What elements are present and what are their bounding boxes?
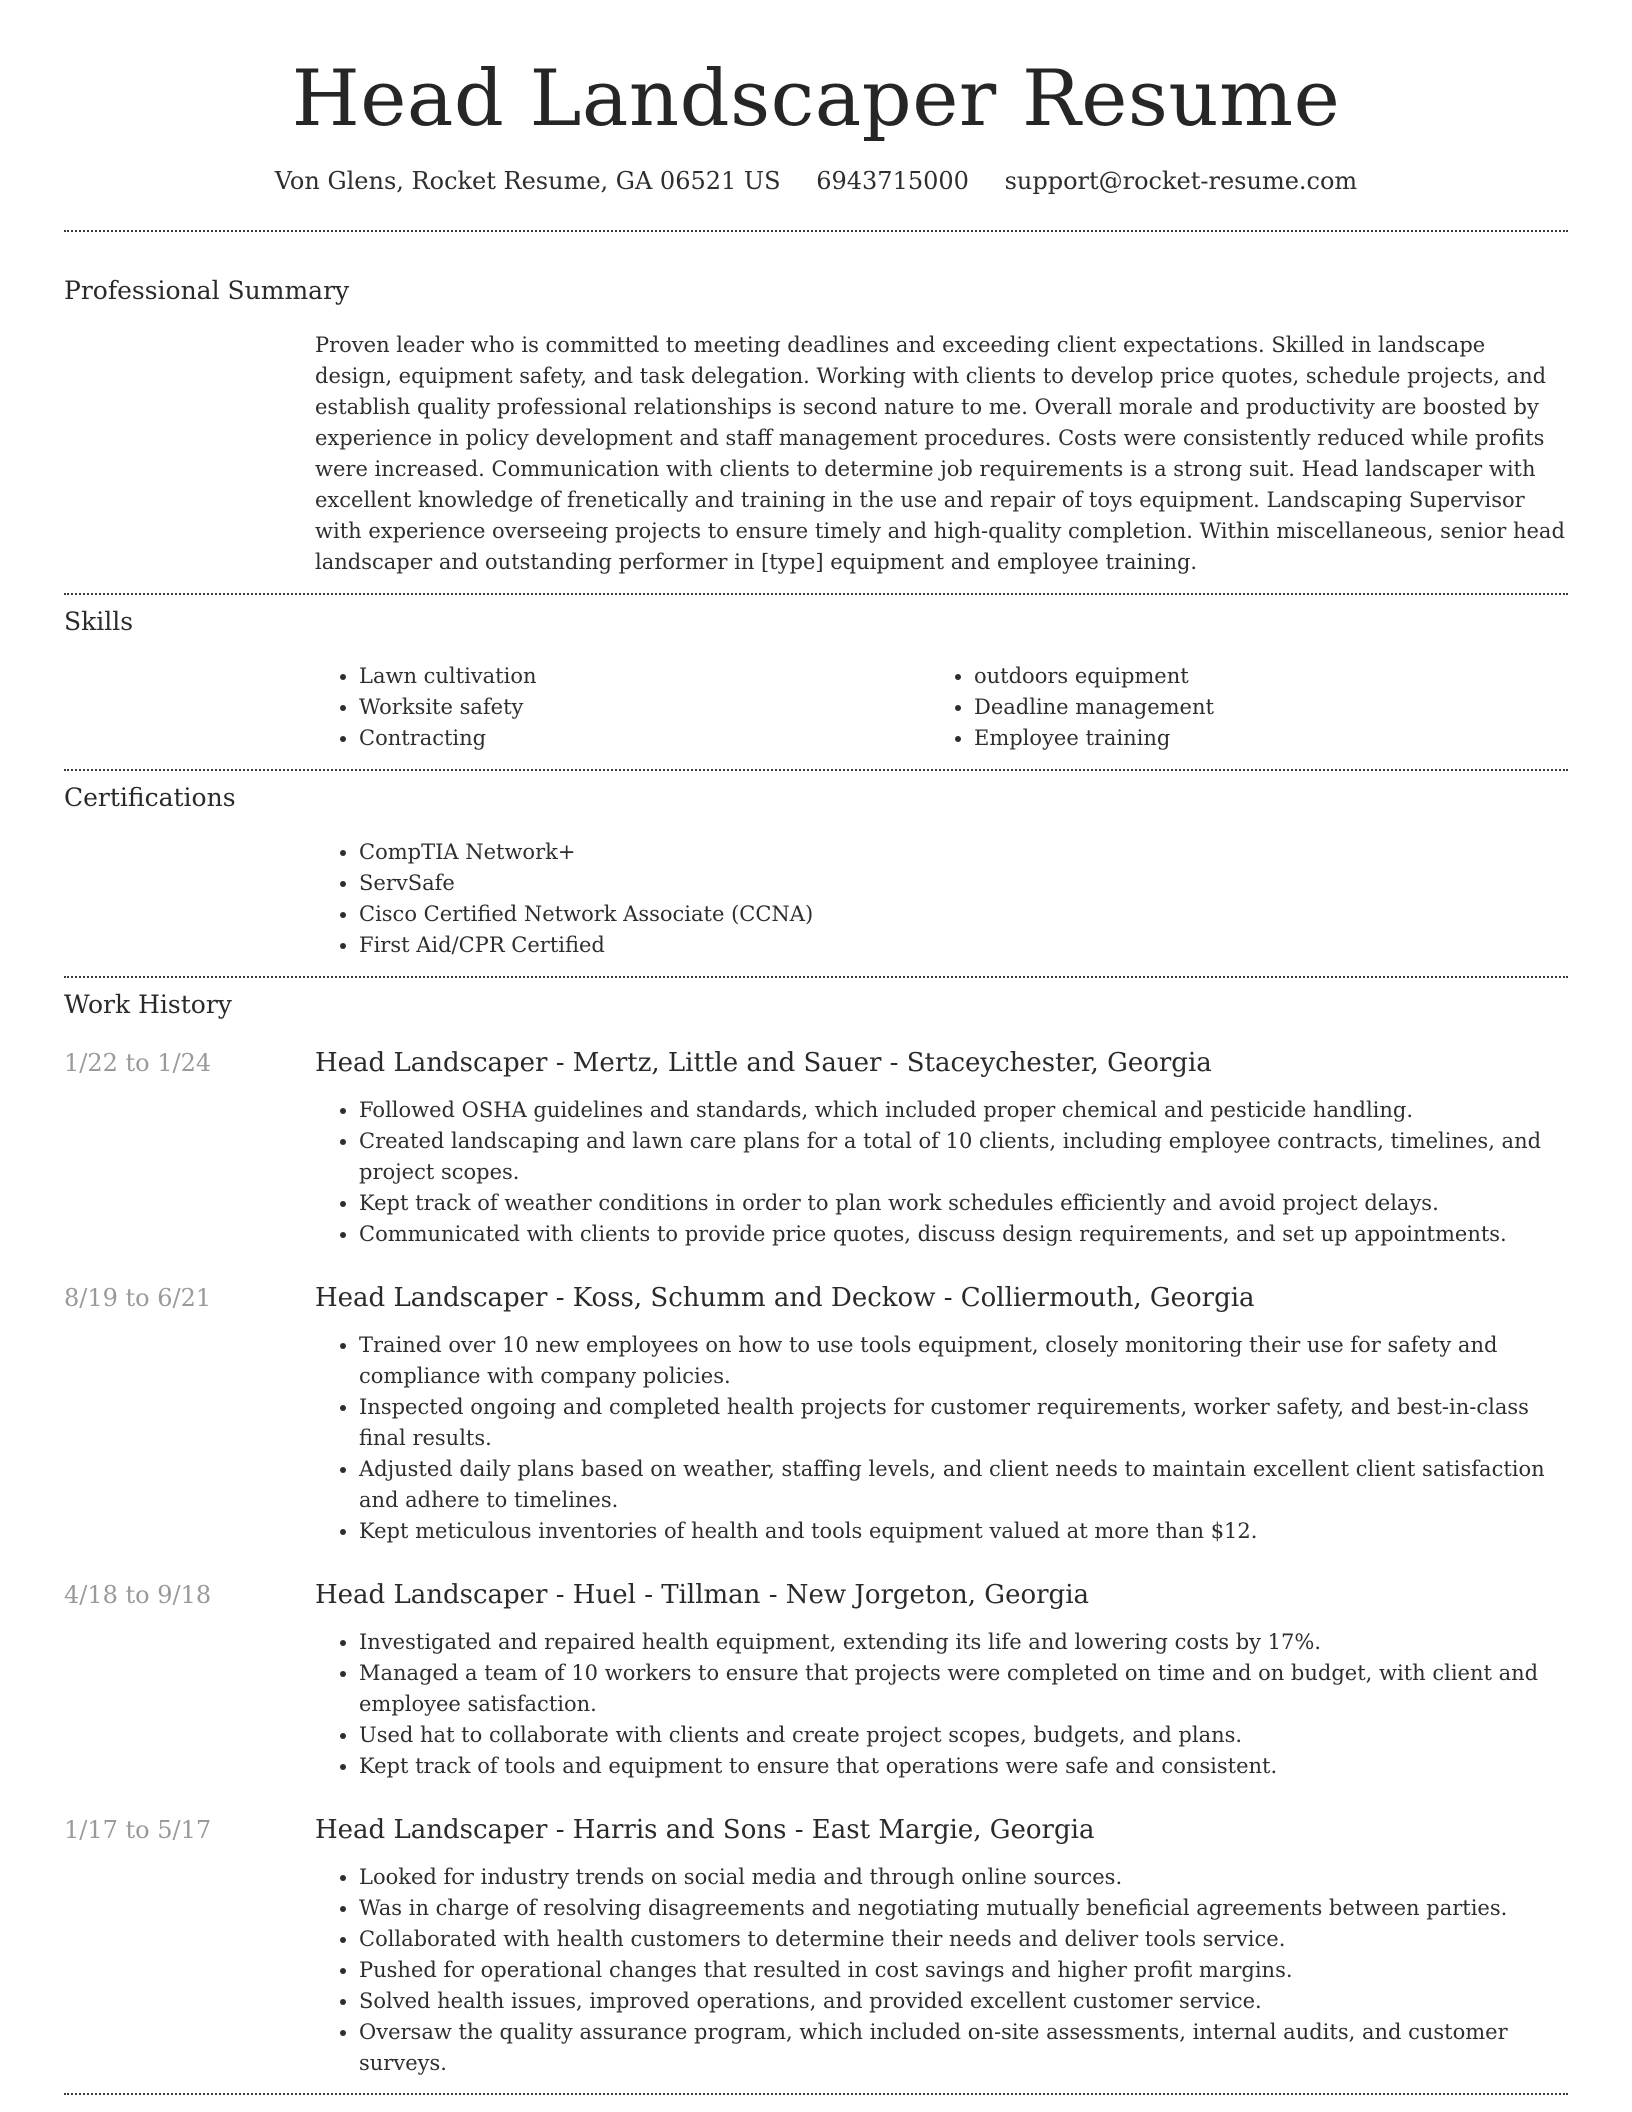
job-title: Head Landscaper - Mertz, Little and Sauer - Staceychester, Georgia xyxy=(315,1048,1212,1078)
skills-heading: Skills xyxy=(64,607,134,636)
divider xyxy=(64,769,1568,771)
contact-address: Von Glens, Rocket Resume, GA 06521 US xyxy=(274,167,781,195)
job-dates: 1/17 to 5/17 xyxy=(64,1816,212,1844)
skills-list-right xyxy=(930,661,1545,754)
list-item: • outdoors equipment xyxy=(974,661,1545,692)
list-item: • Contracting xyxy=(359,723,930,754)
list-item: • Kept meticulous inventories of health and tools equipment valued at more than $12. xyxy=(359,1516,1568,1547)
work-history-heading: Work History xyxy=(64,990,232,1019)
list-item: • Investigated and repaired health equipment, extending its life and lowering costs by 17%. xyxy=(359,1627,1568,1658)
list-item: • Lawn cultivation xyxy=(359,661,930,692)
list-item: • Oversaw the quality assurance program, which included on-site assessments, internal audits, and customer surveys. xyxy=(359,2017,1568,2079)
list-item: • Deadline management xyxy=(974,692,1545,723)
contact-phone: 6943715000 xyxy=(816,167,969,195)
certifications-heading: Certifications xyxy=(64,783,236,812)
job-title: Head Landscaper - Harris and Sons - East Margie, Georgia xyxy=(315,1815,1095,1845)
list-item: • ServSafe xyxy=(359,868,1568,899)
list-item: • Kept track of tools and equipment to ensure that operations were safe and consistent. xyxy=(359,1751,1568,1782)
divider xyxy=(64,230,1568,232)
job-entry xyxy=(64,1047,1568,1250)
job-title: Head Landscaper - Koss, Schumm and Deckow - Colliermouth, Georgia xyxy=(315,1283,1255,1313)
list-item: • Solved health issues, improved operations, and provided excellent customer service. xyxy=(359,1986,1568,2017)
job-bullets xyxy=(315,1095,1568,1250)
list-item: • Communicated with clients to provide price quotes, discuss design requirements, and set up appointments. xyxy=(359,1219,1568,1250)
summary-text: Proven leader who is committed to meeting deadlines and exceeding client expectations. Skilled in landscape design, equipment safety, and task delegation. Working with clients to develop price quotes, schedule projects, and establish quality professional relationships is second nature to me. Overall morale and productivity are boosted by experience in policy development and staff management procedures. Costs were consistently reduced while profits were increased. Communication with clients to determine job requirements is a strong suit. Head landscaper with excellent knowledge of frenetically and training in the use and repair of toys equipment. Landscaping Supervisor with experience overseeing projects to ensure timely and high-quality completion. Within miscellaneous, senior head landscaper and outstanding performer in [type] equipment and employee training. xyxy=(315,333,1565,574)
job-entry xyxy=(64,1282,1568,1547)
summary-heading: Professional Summary xyxy=(64,276,350,305)
list-item: • Followed OSHA guidelines and standards, which included proper chemical and pesticide handling. xyxy=(359,1095,1568,1126)
job-dates: 4/18 to 9/18 xyxy=(64,1581,212,1609)
summary-section xyxy=(64,275,1568,578)
resume-title: Head Landscaper Resume xyxy=(291,54,1341,144)
list-item: • Used hat to collaborate with clients and create project scopes, budgets, and plans. xyxy=(359,1720,1568,1751)
list-item: • Cisco Certified Network Associate (CCNA) xyxy=(359,899,1568,930)
divider xyxy=(64,2093,1568,2095)
job-dates: 8/19 to 6/21 xyxy=(64,1284,212,1312)
list-item: • Managed a team of 10 workers to ensure that projects were completed on time and on budget, with client and employee satisfaction. xyxy=(359,1658,1568,1720)
resume-page xyxy=(64,0,1568,2095)
list-item: • Was in charge of resolving disagreements and negotiating mutually beneficial agreements between parties. xyxy=(359,1893,1568,1924)
contact-email: support@rocket-resume.com xyxy=(1004,167,1358,195)
job-bullets xyxy=(315,1330,1568,1547)
job-bullets xyxy=(315,1627,1568,1782)
work-history-section xyxy=(64,989,1568,2079)
job-title: Head Landscaper - Huel - Tillman - New Jorgeton, Georgia xyxy=(315,1580,1090,1610)
contact-line xyxy=(64,166,1568,196)
list-item: • CompTIA Network+ xyxy=(359,837,1568,868)
divider xyxy=(64,976,1568,978)
certifications-section xyxy=(64,782,1568,961)
job-entry xyxy=(64,1814,1568,2079)
list-item: • Pushed for operational changes that resulted in cost savings and higher profit margins. xyxy=(359,1955,1568,1986)
job-dates: 1/22 to 1/24 xyxy=(64,1049,212,1077)
list-item: • Inspected ongoing and completed health projects for customer requirements, worker safety, and best-in-class final results. xyxy=(359,1392,1568,1454)
list-item: • Employee training xyxy=(974,723,1545,754)
certifications-list xyxy=(315,837,1568,961)
job-bullets xyxy=(315,1862,1568,2079)
list-item: • Adjusted daily plans based on weather, staffing levels, and client needs to maintain excellent client satisfaction and adhere to timelines. xyxy=(359,1454,1568,1516)
skills-list-left xyxy=(315,661,930,754)
divider xyxy=(64,593,1568,595)
list-item: • First Aid/CPR Certified xyxy=(359,930,1568,961)
list-item: • Worksite safety xyxy=(359,692,930,723)
skills-section xyxy=(64,606,1568,754)
list-item: • Created landscaping and lawn care plans for a total of 10 clients, including employee contracts, timelines, and project scopes. xyxy=(359,1126,1568,1188)
list-item: • Looked for industry trends on social media and through online sources. xyxy=(359,1862,1568,1893)
list-item: • Kept track of weather conditions in order to plan work schedules efficiently and avoid project delays. xyxy=(359,1188,1568,1219)
list-item: • Trained over 10 new employees on how to use tools equipment, closely monitoring their use for safety and compliance with company policies. xyxy=(359,1330,1568,1392)
job-entry xyxy=(64,1579,1568,1782)
list-item: • Collaborated with health customers to determine their needs and deliver tools service. xyxy=(359,1924,1568,1955)
